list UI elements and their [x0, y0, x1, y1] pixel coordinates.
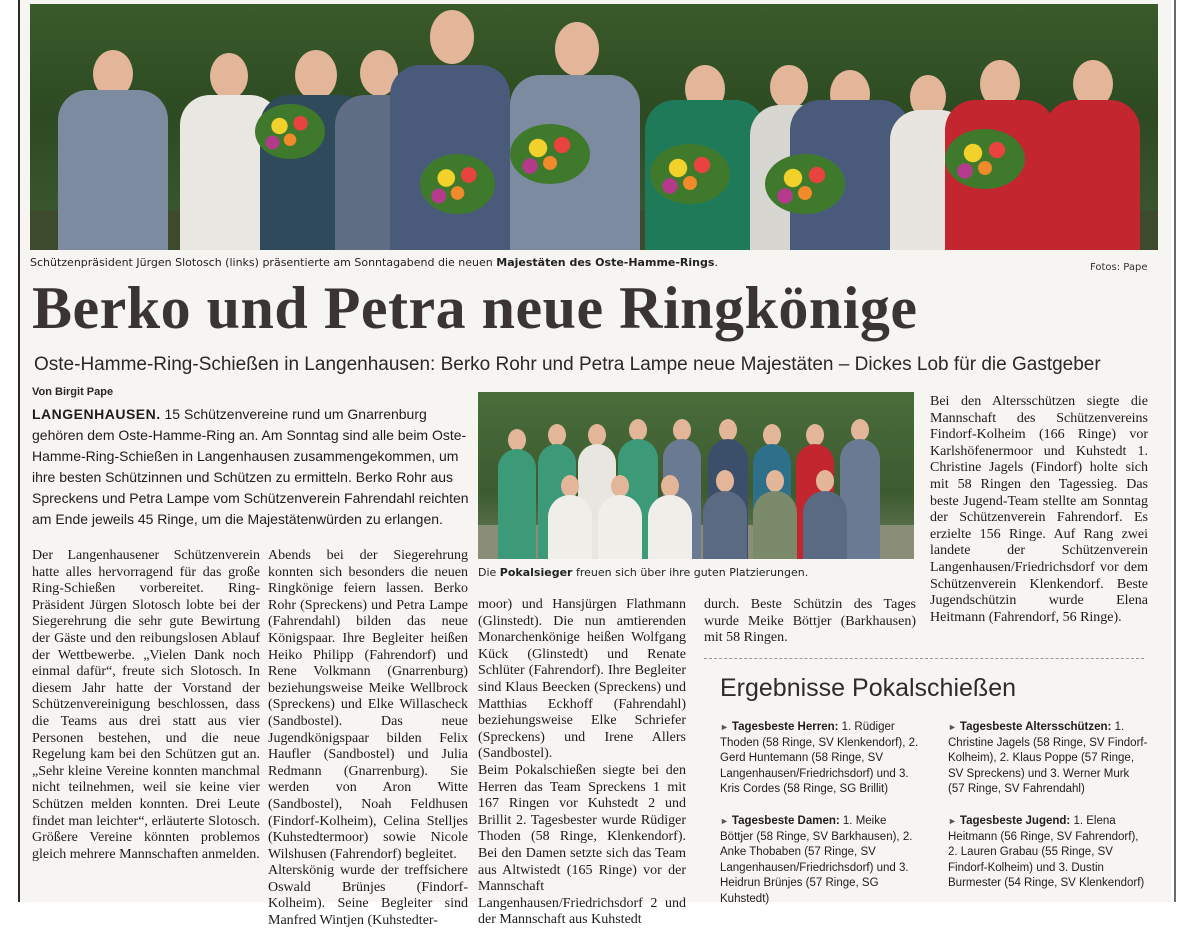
triangle-icon: ►: [948, 816, 957, 826]
article-column-4: durch. Beste Schützin des Tages wurde Meike Böttjer (Barkhausen) mit 58 Ringen.: [704, 597, 916, 646]
lead-paragraph: LANGENHAUSEN. 15 Schützenvereine rund um Gnarrenburg gehören dem Oste-Hamme-Ring an. Am Sonntag sind alle beim Oste-Hamme-Ring-Schießen in Langenhausen zusammengekommen, um ihre besten Schützinnen und Schützen zu ermitteln. Berko Rohr aus Spreckens und Petra Lampe vom Schützenverein Fahrendahl reichten am Ende jeweils 45 Ringe, um die Majestätenwürden zu erlangen.: [32, 406, 469, 527]
flower-bouquet: [255, 104, 325, 159]
divider: [704, 658, 1144, 659]
top-photo-caption: Schützenpräsident Jürgen Slotosch (links) präsentierte am Sonntagabend die neuen Majestäten des Oste-Hamme-Rings.: [30, 256, 718, 269]
triangle-icon: ►: [948, 722, 957, 732]
results-title: Ergebnisse Pokalschießen: [720, 674, 1016, 702]
results-damen: ► Tagesbeste Damen: 1. Meike Böttjer (58 Ringe, SV Barkhausen), 2. Anke Thobaben (57 Ringe, SV Langenhausen/Friedrichsdorf) und 3. Heidrun Brünjes (57 Ringe, SG Kuhstedt): [720, 815, 913, 905]
results-jugend: ► Tagesbeste Jugend: 1. Elena Heitmann (56 Ringe, SV Fahrendorf), 2. Lauren Grabau (55 Ringe, SV Findorf-Kolheim) und 3. Dustin Burmester (54 Ringe, SV Klenkendorf): [948, 815, 1145, 889]
results-altersschuetzen: ► Tagesbeste Altersschützen: 1. Christine Jagels (58 Ringe, SV Findorf-Kolheim), 2. Klaus Poppe (57 Ringe, SV Spreckens) und 3. Werner Murk (57 Ringe, SV Fahrendahl): [948, 721, 1148, 795]
cup-winners-photo: [478, 392, 914, 559]
triangle-icon: ►: [720, 722, 729, 732]
dateline: LANGENHAUSEN.: [32, 406, 161, 422]
flower-bouquet: [420, 154, 495, 214]
award-winners-photo: [30, 4, 1158, 250]
flower-bouquet: [765, 154, 845, 214]
flower-bouquet: [650, 144, 730, 204]
article-column-1: Der Langenhausener Schützenverein hatte alles hervorragend für das große Ring-Schießen vorbereitet. Ring-Präsident Jürgen Slotosch lobte bei der Siegerehrung die sehr gute Bewirtung der Gäste und den reibungslosen Ablauf der Wettbewerbe. „Vielen Dank noch einmal dafür“, freute sich Slotosch. In diesem Jahr hatte der Vorstand der Schützenvereinigung beschlossen, dass die Teams aus drei statt aus vier Personen bestehen, und die neue Regelung kam bei den Schützen gut an. „Sehr kleine Vereine konnten manchmal nicht teilnehmen, weil sie keine vier Schützen melden konnten. Drei Leute findet man leichter“, erläuterte Slotosch. Größere Vereine könnten problemos gleich mehrere Mannschaften anmelden.: [32, 548, 260, 862]
article-column-2: Abends bei der Siegerehrung konnten sich besonders die neuen Ringkönige feiern lassen. Berko Rohr (Spreckens) und Petra Lampe (Fahrendahl) bilden das neue Königspaar. Ihre Begleiter heißen Heiko Philipp (Fahrendorf) und Rene Volkmann (Gnarrenburg) beziehungsweise Meike Wellbrock (Spreckens) und Elke Willascheck (Sandbostel). Das neue Jugendkönigspaar bilden Felix Haufler (Sandbostel) und Julia Redmann (Gnarrenburg). Sie werden von Aron Witte (Sandbostel), Noah Feldhusen (Findorf-Kolheim), Celina Stelljes (Kuhstedtermoor) sowie Nicole Wilshusen (Fahrendorf) begleitet. Alterskönig wurde der treffsichere Oswald Brünjes (Findorf-Kolheim). Seine Begleiter sind Manfred Wintjen (Kuhstedter-: [268, 548, 468, 929]
flower-bouquet: [510, 124, 590, 184]
cup-winners-caption: Die Pokalsieger freuen sich über ihre guten Platzierungen.: [478, 566, 809, 579]
results-herren: ► Tagesbeste Herren: 1. Rüdiger Thoden (58 Ringe, SV Klenkendorf), 2. Gerd Huntemann (58 Ringe, SV Langenhausen/Friedrichsdorf) und 3. Kris Cordes (58 Ringe, SG Brillit): [720, 721, 919, 795]
scan-edge-right: [1174, 0, 1176, 902]
subheadline: Oste-Hamme-Ring-Schießen in Langenhausen: Berko Rohr und Petra Lampe neue Majestäten – Dickes Lob für die Gastgeber: [34, 354, 1101, 375]
scan-edge-left: [18, 0, 20, 902]
photo-credit: Fotos: Pape: [1090, 262, 1148, 273]
triangle-icon: ►: [720, 816, 729, 826]
article-column-3: moor) und Hansjürgen Flathmann (Glinstedt). Die nun amtierenden Monarchenkönige heißen Wolfgang Kück (Glinstedt) und Renate Schlüter (Fahrendorf). Ihre Begleiter sind Klaus Beecken (Spreckens) und Matthias Eckhoff (Fahrendahl) beziehungsweise Elke Schriefer (Spreckens) und Irene Allers (Sandbostel). Beim Pokalschießen siegte bei den Herren das Team Spreckens 1 mit 167 Ringen vor Kuhstedt 2 und Brillit 2. Tagesbester wurde Rüdiger Thoden (58 Ringe, Klenkendorf). Bei den Damen setzte sich das Team aus Altwistedt (165 Ringe) vor der Mannschaft Langenhausen/Friedrichsdorf 2 und der Mannschaft aus Kuhstedt: [478, 597, 686, 928]
flower-bouquet: [945, 129, 1025, 189]
newspaper-page: [18, 0, 1171, 929]
byline: Von Birgit Pape: [32, 386, 114, 398]
article-column-5: Bei den Altersschützen siegte die Mannschaft des Schützenvereins Findorf-Kolheim (166 Ringe) vor Karlshöfenermoor und Kuhstedt 1. Christine Jagels (Findorf) holte sich mit 58 Ringen den Tagessieg. Das beste Jugend-Team stellte am Sonntag der Schützenverein Fahrendorf. Es erzielte 156 Ringe. Auf Rang zwei landete der Schützenverein Langenhausen/Friedrichsdorf vor dem Schützenverein Klenkendorf. Beste Jugendschützin wurde Elena Heitmann (Fahrendorf, 56 Ringe).: [930, 394, 1148, 625]
headline: Berko und Petra neue Ringkönige: [32, 275, 918, 341]
